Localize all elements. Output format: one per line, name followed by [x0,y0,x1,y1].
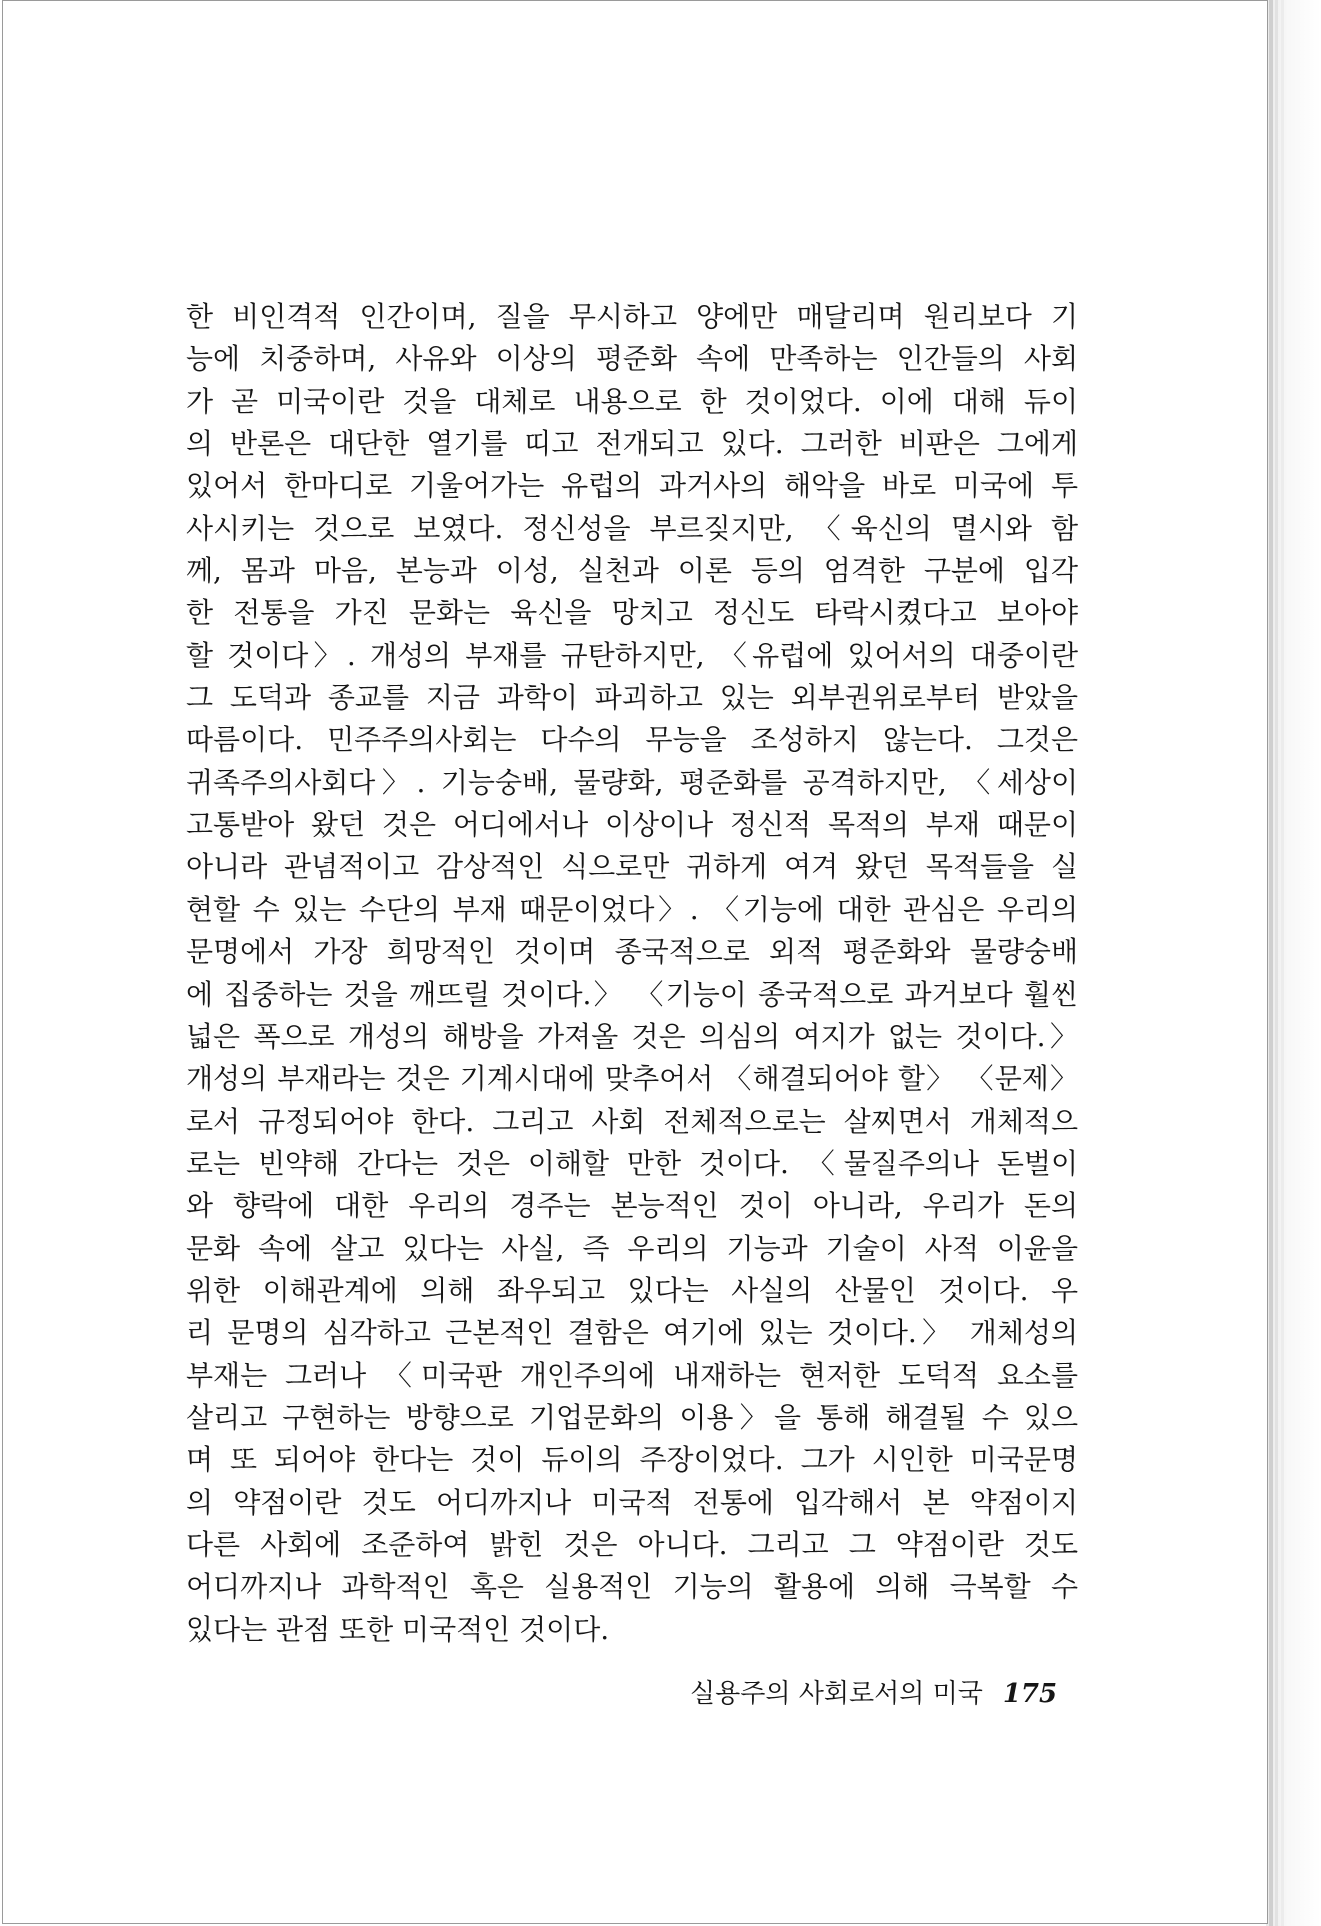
text-line: 께, 몸과 마음, 본능과 이성, 실천과 이론 등의 엄격한 구분에 입각 [186,554,1078,588]
text-line: 고통받아 왔던 것은 어디에서나 이상이나 정신적 목적의 부재 때문이 [186,808,1078,842]
text-line: 현할 수 있는 수단의 부재 때문이었다〉. 〈기능에 대한 관심은 우리의 [186,892,1078,926]
text-line: 아니라 관념적이고 감상적인 식으로만 귀하게 여겨 왔던 목적들을 실 [186,850,1078,884]
text-line: 사시키는 것으로 보였다. 정신성을 부르짖지만, 〈육신의 멸시와 함 [186,511,1078,545]
text-line: 문명에서 가장 희망적인 것이며 종국적으로 외적 평준화와 물량숭배 [186,935,1078,969]
text-line: 위한 이해관계에 의해 좌우되고 있다는 사실의 산물인 것이다. 우 [186,1273,1078,1307]
body-text [186,296,1078,1651]
text-line: 어디까지나 과학적인 혹은 실용적인 기능의 활용에 의해 극복할 수 [186,1570,1078,1604]
page-edge [1269,0,1273,1926]
text-line: 한 전통을 가진 문화는 육신을 망치고 정신도 타락시켰다고 보아야 [186,596,1078,630]
text-line: 로서 규정되어야 한다. 그리고 사회 전체적으로는 살찌면서 개체적으 [186,1104,1078,1138]
running-title: 실용주의 사회로서의 미국 [690,1679,983,1709]
text-line-last: 있다는 관점 또한 미국적인 것이다. [186,1612,610,1646]
text-line: 의 약점이란 것도 어디까지나 미국적 전통에 입각해서 본 약점이지 [186,1485,1078,1519]
text-line: 와 향락에 대한 우리의 경주는 본능적인 것이 아니라, 우리가 돈의 [186,1189,1078,1223]
text-line: 할 것이다〉. 개성의 부재를 규탄하지만, 〈유럽에 있어서의 대중이란 [186,638,1078,672]
text-line: 있어서 한마디로 기울어가는 유럽의 과거사의 해악을 바로 미국에 투 [186,469,1078,503]
text-line: 한 비인격적 인간이며, 질을 무시하고 양에만 매달리며 원리보다 기 [186,300,1078,333]
text-line: 귀족주의사회다〉. 기능숭배, 물량화, 평준화를 공격하지만, 〈세상이 [186,765,1078,799]
text-line: 능에 치중하며, 사유와 이상의 평준화 속에 만족하는 인간들의 사회 [186,342,1078,376]
text-line: 문화 속에 살고 있다는 사실, 즉 우리의 기능과 기술이 사적 이윤을 [186,1231,1078,1265]
page-number: 175 [1002,1679,1058,1709]
text-line: 넓은 폭으로 개성의 해방을 가져올 것은 의심의 여지가 없는 것이다.〉 [186,1019,1078,1053]
running-footer [690,1673,1090,1713]
text-line: 의 반론은 대단한 열기를 띠고 전개되고 있다. 그러한 비판은 그에게 [186,427,1078,461]
text-line: 개성의 부재라는 것은 기계시대에 맞추어서 〈해결되어야 할〉 〈문제〉 [186,1062,1078,1096]
text-line: 살리고 구현하는 방향으로 기업문화의 이용〉을 통해 해결될 수 있으 [186,1400,1078,1434]
text-line: 그 도덕과 종교를 지금 과학이 파괴하고 있는 외부권위로부터 받았을 [186,681,1078,715]
text-line: 리 문명의 심각하고 근본적인 결함은 여기에 있는 것이다.〉 개체성의 [186,1316,1078,1350]
text-line: 로는 빈약해 간다는 것은 이해할 만한 것이다. 〈물질주의나 돈벌이 [186,1146,1078,1180]
text-line: 며 또 되어야 한다는 것이 듀이의 주장이었다. 그가 시인한 미국문명 [186,1443,1078,1477]
text-line: 따름이다. 민주주의사회는 다수의 무능을 조성하지 않는다. 그것은 [186,723,1078,757]
page-edge [1281,0,1284,1926]
text-line: 다른 사회에 조준하여 밝힌 것은 아니다. 그리고 그 약점이란 것도 [186,1527,1078,1561]
text-line: 부재는 그러나 〈미국판 개인주의에 내재하는 현저한 도덕적 요소를 [186,1358,1078,1392]
text-line: 가 곧 미국이란 것을 대체로 내용으로 한 것이었다. 이에 대해 듀이 [186,384,1078,418]
text-line: 에 집중하는 것을 깨뜨릴 것이다.〉 〈기능이 종국적으로 과거보다 훨씬 [186,977,1078,1011]
page-edge [1275,0,1278,1926]
